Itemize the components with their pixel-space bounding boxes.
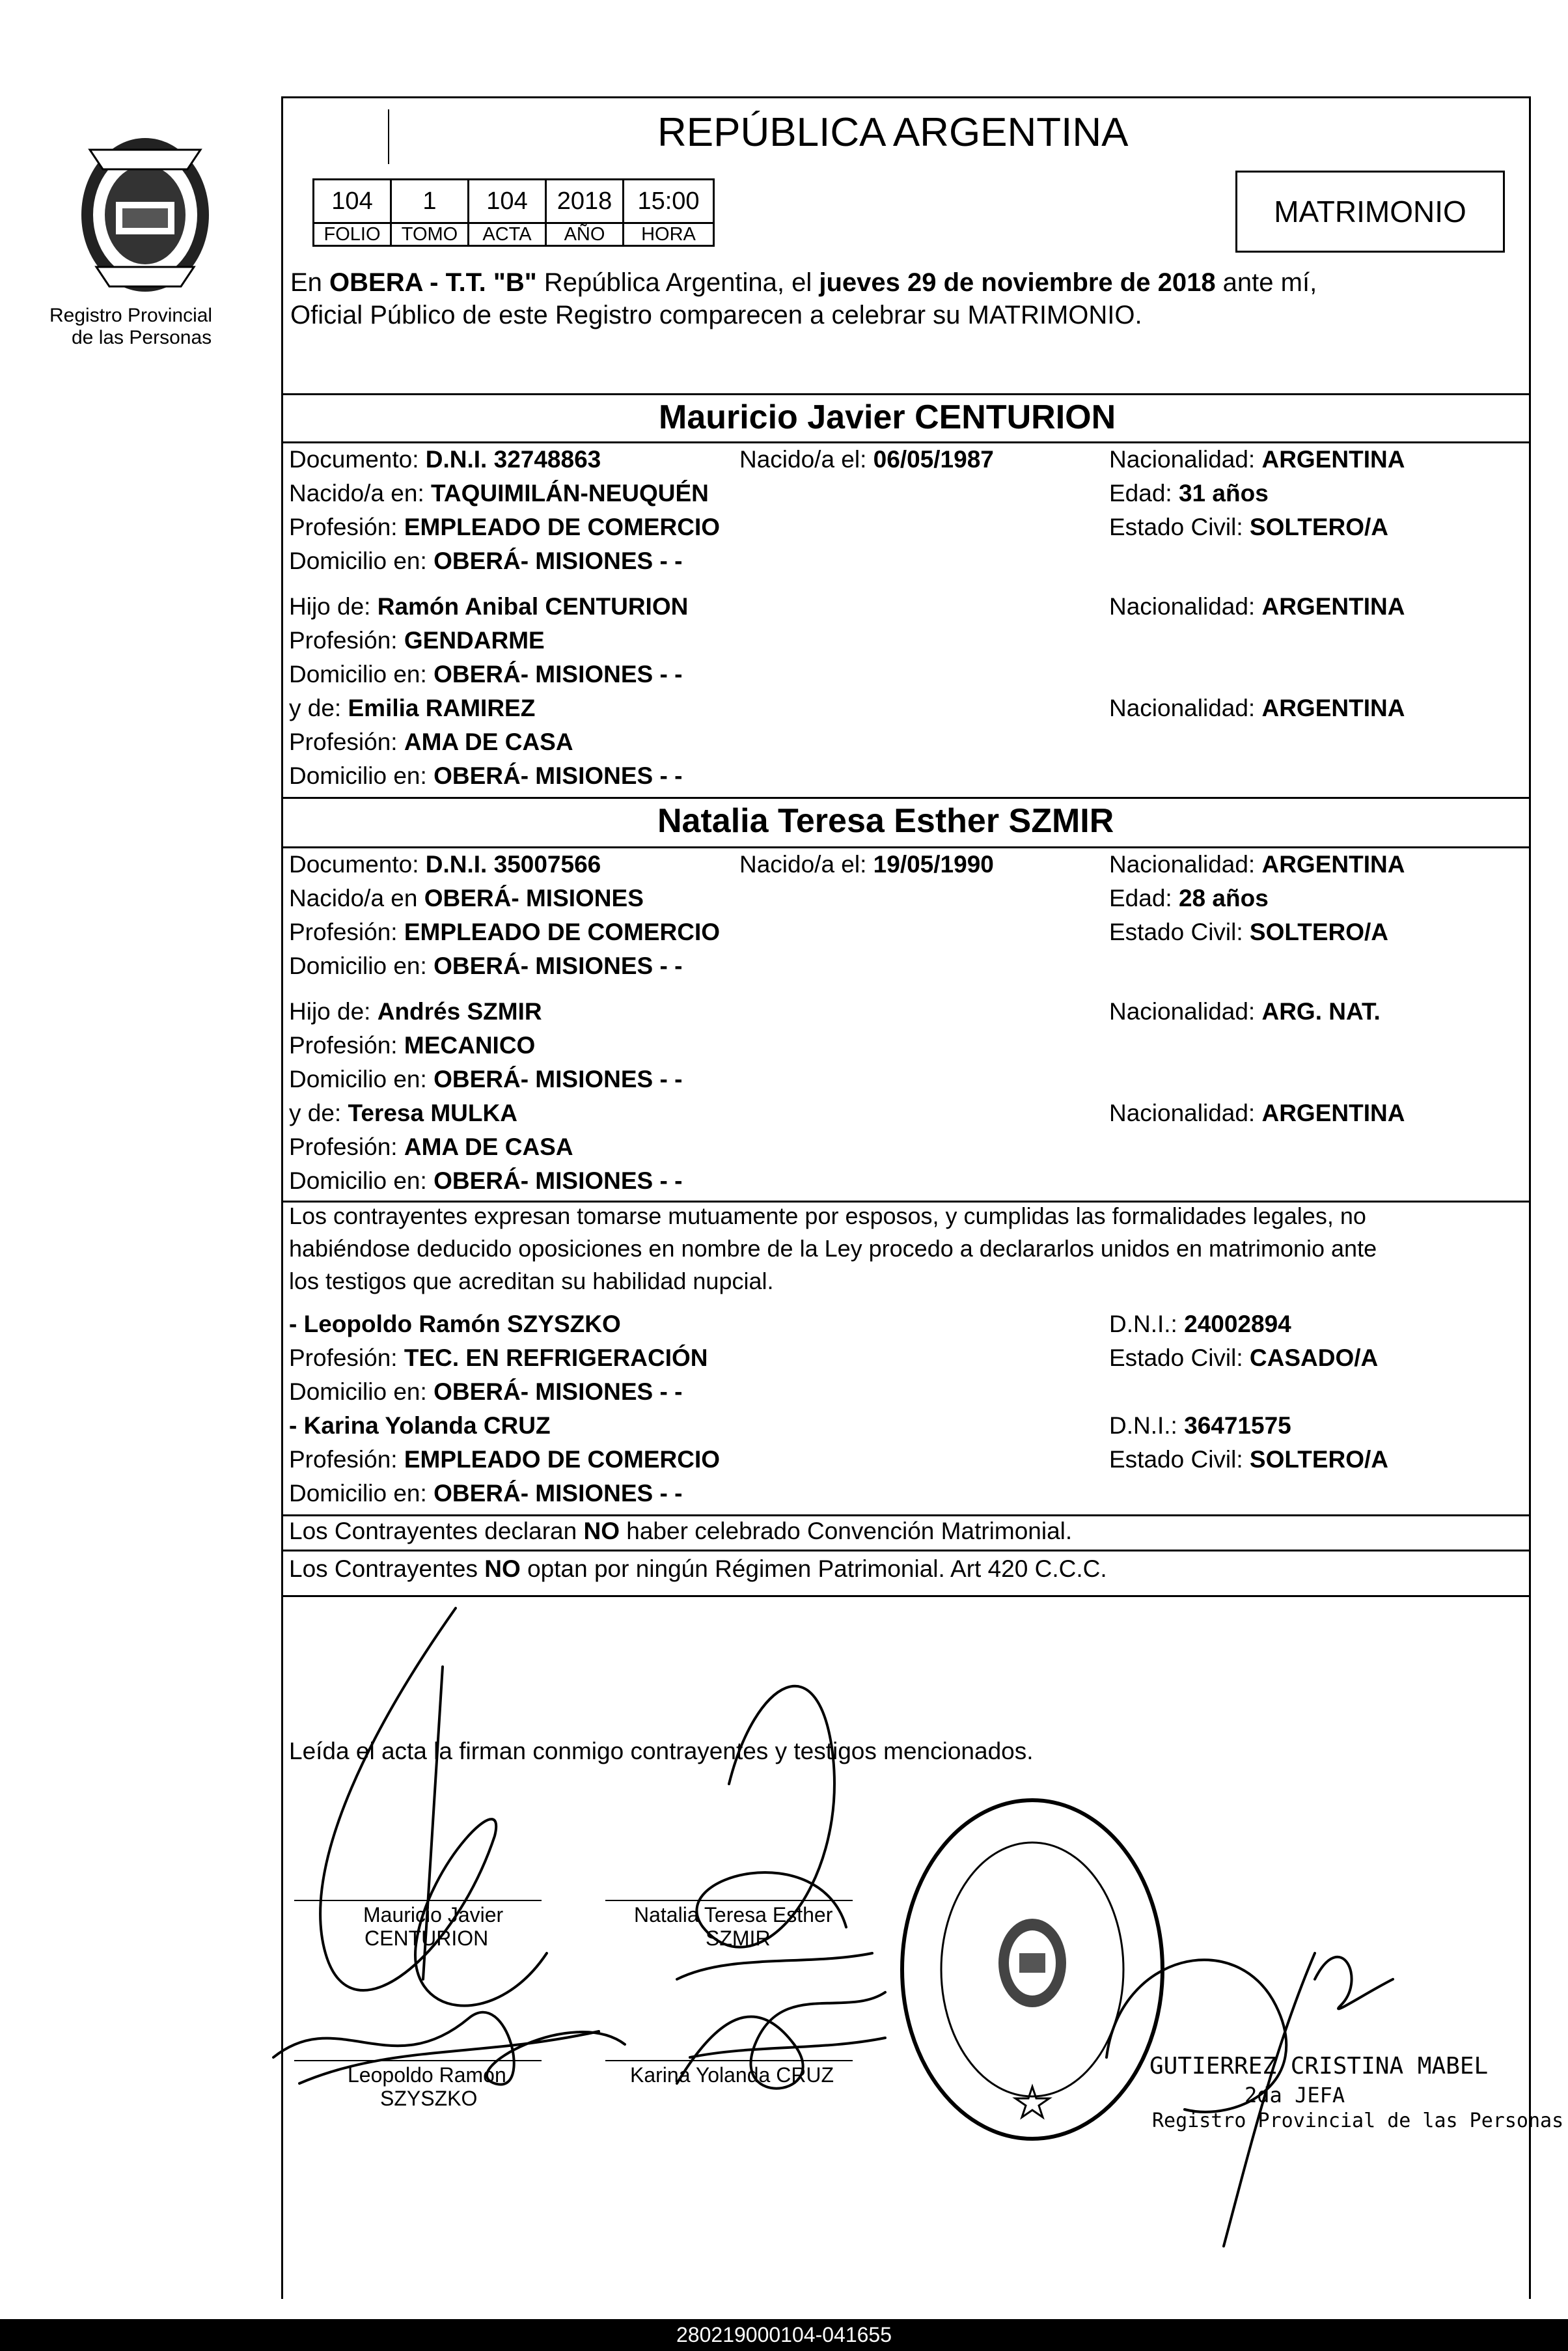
witness1-profession [289,1344,708,1372]
spouse2-father-nationality [1109,997,1381,1026]
convention-no: NO [583,1518,620,1544]
field-label: Estado Civil: [1109,1344,1250,1371]
field-label: Nacionalidad: [1109,593,1262,620]
signature-caption: CENTURION [364,1927,489,1950]
field-label: Profesión: [289,627,404,654]
spouse1-mother [289,694,535,723]
field-label: Estado Civil: [1109,514,1250,540]
field-value: 06/05/1987 [873,446,994,473]
signature-caption: Karina Yolanda CRUZ [630,2063,834,2087]
field-value: SOLTERO/A [1249,919,1389,945]
official-office: Registro Provincial de las Personas [1152,2109,1564,2132]
logo-caption-2: de las Personas [72,327,212,348]
field-label: Nacionalidad: [1109,851,1262,878]
field-label: Profesión: [289,919,404,945]
field-label: Edad: [1109,885,1179,911]
witness2-profession [289,1445,720,1474]
official-name: GUTIERREZ CRISTINA MABEL [1149,2053,1489,2080]
field-label: Documento: [289,446,426,473]
intro-text: En [290,268,330,297]
field-value: AMA DE CASA [404,729,573,755]
field-value: ARGENTINA [1261,593,1405,620]
field-value: Ramón Anibal CENTURION [377,593,689,620]
witness2-civil-status [1109,1445,1388,1474]
convention-no: NO [484,1555,521,1582]
act-type-box [1235,171,1505,253]
register-fields-table [312,178,715,247]
field-value: OBERÁ- MISIONES - - [433,548,683,574]
field-label: Estado Civil: [1109,919,1250,945]
spouse2-profession [289,918,720,947]
field-value: 31 años [1178,480,1269,507]
field-value: ARGENTINA [1261,695,1405,721]
spouse2-document [289,850,601,879]
field-label: Nacionalidad: [1109,695,1262,721]
spouse1-birthplace [289,479,709,508]
spouse2-father-address [289,1065,682,1094]
field-label: Nacionalidad: [1109,446,1262,473]
divider [281,441,1529,443]
spouse1-nationality [1109,445,1405,474]
spouse1-father-nationality [1109,592,1405,621]
spouse1-address [289,547,682,576]
spouse2-name: Natalia Teresa Esther SZMIR [657,802,1114,840]
field-value: ARGENTINA [1261,1100,1405,1126]
folio-label: FOLIO [314,223,391,246]
field-value: OBERÁ- MISIONES - - [433,661,683,688]
field-label: Profesión: [289,729,404,755]
field-label: Nacionalidad: [1109,998,1262,1025]
field-label: D.N.I.: [1109,1412,1185,1439]
spouse1-father [289,592,688,621]
anio-value: 2018 [546,180,624,223]
acta-value: 104 [469,180,546,223]
spouse1-profession [289,513,720,542]
field-value: OBERÁ- MISIONES - - [433,1480,683,1507]
spouse2-address [289,952,682,981]
field-label: y de: [289,695,348,721]
convention-text: optan por ningún Régimen Patrimonial. Art 420 C.C.C. [520,1555,1107,1582]
field-value: AMA DE CASA [404,1134,573,1160]
tomo-value: 1 [391,180,469,223]
field-value: 19/05/1990 [873,851,994,878]
official-title: 2da JEFA [1245,2083,1345,2108]
field-value: ARGENTINA [1261,446,1405,473]
document-code: 280219000104-041655 [676,2323,892,2346]
field-value: CASADO/A [1249,1344,1379,1371]
country-title: REPÚBLICA ARGENTINA [657,110,1129,155]
field-value: 28 años [1178,885,1269,911]
field-value: OBERÁ- MISIONES - - [433,953,683,979]
witness2-address [289,1479,682,1508]
spouse1-mother-profession [289,728,573,757]
field-label: Nacionalidad: [1109,1100,1262,1126]
spouse1-age [1109,479,1269,508]
spouse2-mother [289,1099,517,1128]
field-label: Domicilio en: [289,953,434,979]
field-value: TEC. EN REFRIGERACIÓN [404,1344,708,1371]
convention-text: Los Contrayentes declaran [289,1518,584,1544]
convention-text: haber celebrado Convención Matrimonial. [620,1518,1073,1544]
field-value: OBERÁ- MISIONES - - [433,762,683,789]
field-value: EMPLEADO DE COMERCIO [404,514,721,540]
spouse1-father-address [289,660,682,689]
spouse2-age [1109,884,1269,913]
spouse2-mother-address [289,1167,682,1195]
spouse2-civil-status [1109,918,1388,947]
field-value: OBERÁ- MISIONES [424,885,644,911]
field-value: Andrés SZMIR [377,998,542,1025]
field-label: Estado Civil: [1109,1446,1250,1473]
spouse1-birthdate [739,445,994,474]
spouse2-father-profession [289,1031,535,1060]
field-value: D.N.I. 35007566 [425,851,601,878]
divider [281,1550,1529,1551]
field-value: TAQUIMILÁN-NEUQUÉN [431,480,709,507]
field-value: ARG. NAT. [1261,998,1381,1025]
divider [281,1514,1529,1516]
official-stamp [896,1794,1169,2145]
field-value: D.N.I. 32748863 [425,446,601,473]
field-value: 24002894 [1184,1311,1291,1337]
intro-line-1 [290,268,1317,297]
field-value: 36471575 [1184,1412,1291,1439]
field-label: Domicilio en: [289,1480,434,1507]
field-label: Edad: [1109,480,1179,507]
witness2-name: - Karina Yolanda CRUZ [289,1412,551,1439]
signature-caption: SZMIR [706,1927,771,1950]
spouse2-mother-profession [289,1133,573,1162]
logo-caption-1: Registro Provincial [49,305,213,326]
field-label: Nacido/a el: [739,446,873,473]
field-label: Nacido/a el: [739,851,873,878]
declaration-line-2: habiéndose deducido oposiciones en nombre de la Ley procedo a declararlos unidos en matrimonio ante [289,1235,1377,1262]
field-value: OBERÁ- MISIONES - - [433,1066,683,1092]
signature-caption: Mauricio Javier [363,1903,504,1927]
signature-scribbles [260,1589,1497,2272]
spouse1-mother-address [289,762,682,790]
handwritten-signature [677,1992,885,2089]
field-label: Domicilio en: [289,762,434,789]
witness1-name: - Leopoldo Ramón SZYSZKO [289,1311,621,1337]
field-value: Teresa MULKA [348,1100,517,1126]
field-label: Profesión: [289,1032,404,1059]
spouse1-civil-status [1109,513,1388,542]
intro-date: jueves 29 de noviembre de 2018 [819,268,1216,297]
signature-caption: SZYSZKO [380,2087,478,2110]
field-label: Profesión: [289,514,404,540]
field-label: Domicilio en: [289,1167,434,1194]
field-label: Nacido/a en: [289,480,432,507]
field-label: y de: [289,1100,348,1126]
field-label: Documento: [289,851,426,878]
intro-line-2: Oficial Público de este Registro comparecen a celebrar su MATRIMONIO. [290,301,1142,329]
cut-mark [388,109,389,164]
handwritten-signature [273,2012,625,2085]
field-label: Profesión: [289,1134,404,1160]
acta-label: ACTA [469,223,546,246]
handwritten-signature [677,1686,872,1979]
field-label: Profesión: [289,1446,404,1473]
intro-text: República Argentina, el [536,268,819,297]
spouse1-father-profession [289,626,545,655]
field-value: OBERÁ- MISIONES - - [433,1167,683,1194]
hora-label: HORA [624,223,714,246]
witness2-dni [1109,1412,1291,1440]
field-value: EMPLEADO DE COMERCIO [404,919,721,945]
field-value: OBERÁ- MISIONES - - [433,1378,683,1405]
convention-line-1 [289,1517,1072,1546]
spouse2-birthdate [739,850,994,879]
intro-text: ante mí, [1215,268,1317,297]
tomo-label: TOMO [391,223,469,246]
handwritten-signature [1315,1957,1393,2009]
witness1-civil-status [1109,1344,1378,1372]
field-label: D.N.I.: [1109,1311,1185,1337]
witness1-dni [1109,1310,1291,1339]
spouse1-name: Mauricio Javier CENTURION [659,398,1116,436]
spouse2-mother-nationality [1109,1099,1405,1128]
field-value: MECANICO [404,1032,536,1059]
spouse2-birthplace [289,884,644,913]
intro-place: OBERA - T.T. "B" [329,268,537,297]
field-label: Domicilio en: [289,548,434,574]
divider [281,846,1529,848]
field-value: GENDARME [404,627,545,654]
hora-value: 15:00 [624,180,714,223]
act-type: MATRIMONIO [1274,195,1466,229]
field-label: Domicilio en: [289,661,434,688]
field-label: Hijo de: [289,998,378,1025]
spouse2-father [289,997,542,1026]
field-label: Nacido/a en [289,885,424,911]
footer-bar [0,2319,1568,2351]
reading-statement: Leída el acta la firman conmigo contrayentes y testigos mencionados. [289,1738,1034,1764]
folio-value: 104 [314,180,391,223]
field-value: Emilia RAMIREZ [348,695,536,721]
signature-caption: Natalia Teresa Esther [634,1903,833,1927]
convention-line-2 [289,1555,1107,1583]
signature-caption: Leopoldo Ramón [348,2063,506,2087]
field-value: ARGENTINA [1261,851,1405,878]
field-value: SOLTERO/A [1249,514,1389,540]
declaration-line-3: los testigos que acreditan su habilidad nupcial. [289,1268,774,1294]
province-logo [70,124,220,299]
anio-label: AÑO [546,223,624,246]
spouse2-nationality [1109,850,1405,879]
handwritten-signature [320,1608,547,2006]
spouse1-document [289,445,601,474]
declaration-line-1: Los contrayentes expresan tomarse mutuamente por esposos, y cumplidas las formalidades legales, no [289,1203,1366,1229]
field-label: Domicilio en: [289,1066,434,1092]
field-label: Profesión: [289,1344,404,1371]
field-label: Hijo de: [289,593,378,620]
convention-text: Los Contrayentes [289,1555,485,1582]
field-value: SOLTERO/A [1249,1446,1389,1473]
witness1-address [289,1378,682,1406]
spouse1-mother-nationality [1109,694,1405,723]
field-value: EMPLEADO DE COMERCIO [404,1446,721,1473]
field-label: Domicilio en: [289,1378,434,1405]
